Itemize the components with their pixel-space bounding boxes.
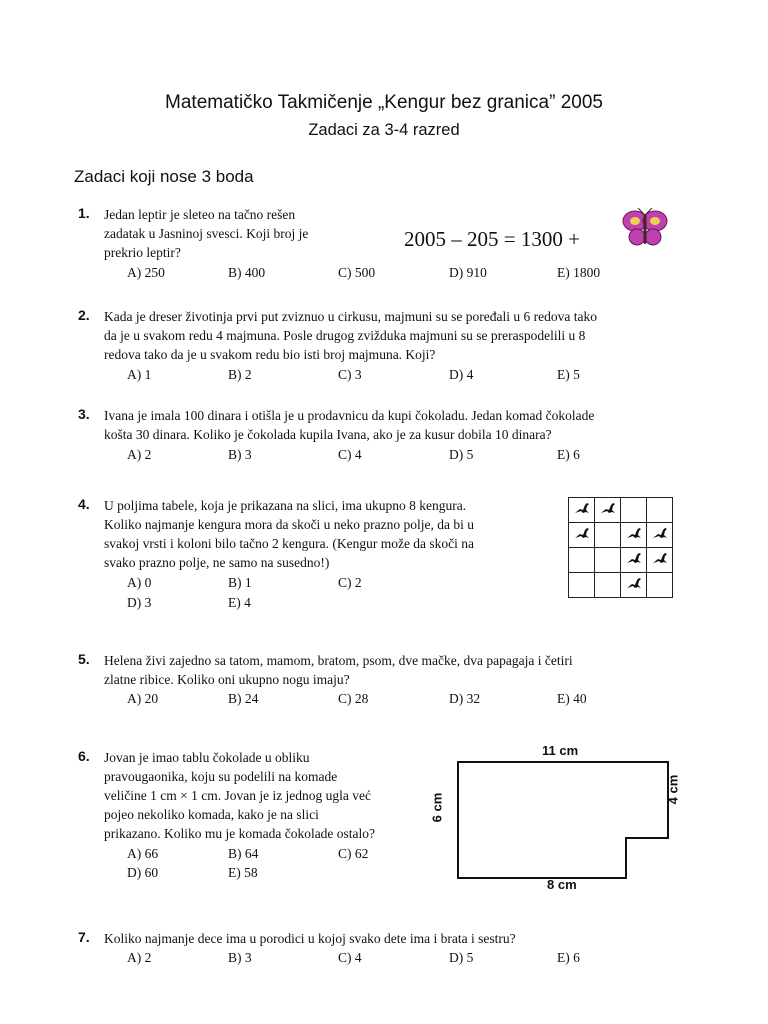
- kangaroo-icon: [626, 578, 642, 593]
- text-line: da je u svakom redu 4 majmuna. Posle drugog zvižduka majmuni su se preraspodelili u 8: [104, 328, 586, 343]
- kangaroo-icon: [600, 503, 616, 518]
- section-title: Zadaci koji nose 3 boda: [74, 167, 254, 186]
- text-line: U poljima tabele, koja je prikazana na slici, ima ukupno 8 kengura.: [104, 498, 467, 513]
- answer-option: B) 3: [228, 950, 252, 965]
- text-line: svakoj vrsti i koloni bilo tačno 2 kengura. (Kengur može da skoči na: [104, 536, 475, 551]
- text-line: zadatak u Jasninoj svesci. Koji broj je: [104, 226, 309, 241]
- problem-number: 4.: [78, 496, 90, 512]
- grid-row: [569, 548, 673, 573]
- problem-text: [104, 496, 547, 572]
- text-line: svako prazno polje, ne samo na susedno!): [104, 555, 330, 570]
- answer-option: C) 500: [338, 265, 376, 280]
- answer-option: D) 3: [127, 595, 152, 610]
- problem-text: [104, 307, 676, 364]
- grid-cell-kangaroo: [569, 498, 595, 523]
- answer-option: B) 1: [228, 575, 252, 590]
- grid-cell-kangaroo: [621, 573, 647, 598]
- answer-option: E) 40: [557, 691, 587, 706]
- grid-row: [569, 523, 673, 548]
- grid-cell-kangaroo: [647, 523, 673, 548]
- page-subtitle: Zadaci za 3-4 razred: [308, 121, 460, 139]
- text-line: Ivana je imala 100 dinara i otišla je u prodavnicu da kupi čokoladu. Jedan komad čokolade: [104, 408, 595, 423]
- answer-option: B) 24: [228, 691, 259, 706]
- answer-option: C) 3: [338, 367, 362, 382]
- grid-cell-kangaroo: [647, 548, 673, 573]
- text-line: veličine 1 cm × 1 cm. Jovan je iz jednog ugla već: [104, 788, 372, 803]
- problem-number: 6.: [78, 748, 90, 764]
- answer-option: E) 5: [557, 367, 580, 382]
- text-line: Koliko najmanje kengura mora da skoči u neko prazno polje, da bi u: [104, 517, 475, 532]
- grid-cell-empty: [569, 573, 595, 598]
- text-line: pravougaonika, koju su podelili na komade: [104, 769, 338, 784]
- figure-label-top: 11 cm: [542, 743, 579, 758]
- grid-cell-empty: [647, 498, 673, 523]
- problem-text: [104, 651, 676, 689]
- answer-option: E) 1800: [557, 265, 601, 280]
- answer-option: A) 2: [127, 950, 152, 965]
- text-line: prikazano. Koliko mu je komada čokolade ostalo?: [104, 826, 376, 841]
- text-line: redova tako da je u svakom redu bio isti broj majmuna. Koji?: [104, 347, 436, 362]
- answer-option: E) 4: [228, 595, 251, 610]
- kangaroo-icon: [652, 553, 668, 568]
- kangaroo-grid: [568, 497, 673, 598]
- answer-option: B) 400: [228, 265, 266, 280]
- grid-cell-kangaroo: [569, 523, 595, 548]
- problem-number: 5.: [78, 651, 90, 667]
- grid-cell-empty: [621, 498, 647, 523]
- answer-option: A) 250: [127, 265, 165, 280]
- grid-cell-empty: [595, 548, 621, 573]
- answer-option: A) 20: [127, 691, 159, 706]
- grid-cell-empty: [595, 573, 621, 598]
- answer-option: B) 3: [228, 447, 252, 462]
- grid-cell-empty: [569, 548, 595, 573]
- answer-option: C) 4: [338, 447, 362, 462]
- grid-cell-kangaroo: [621, 548, 647, 573]
- answer-option: D) 5: [449, 447, 474, 462]
- problem-number: 1.: [78, 205, 90, 221]
- figure-label-bottom: 8 cm: [547, 877, 577, 892]
- grid-row: [569, 498, 673, 523]
- figure-label-right: 4 cm: [665, 774, 681, 805]
- problem-text: [104, 406, 676, 444]
- problem-text: [104, 929, 676, 948]
- grid-cell-kangaroo: [595, 498, 621, 523]
- text-line: Helena živi zajedno sa tatom, mamom, bratom, psom, dve mačke, dva papagaja i četiri: [104, 653, 573, 668]
- answer-option: E) 6: [557, 447, 580, 462]
- answer-option: B) 2: [228, 367, 252, 382]
- text-line: pojeo nekoliko komada, kako je na slici: [104, 807, 319, 822]
- problem-text: [104, 748, 415, 843]
- grid-row: [569, 573, 673, 598]
- answer-option: D) 32: [449, 691, 481, 706]
- grid-cell-empty: [647, 573, 673, 598]
- answer-option: E) 6: [557, 950, 580, 965]
- answer-option: D) 910: [449, 265, 487, 280]
- equation: 2005 – 205 = 1300 +: [404, 227, 580, 251]
- chocolate-figure: [456, 760, 672, 880]
- answer-option: C) 28: [338, 691, 369, 706]
- grid-cell-empty: [595, 523, 621, 548]
- figure-label-left: 6 cm: [429, 792, 445, 823]
- kangaroo-icon: [626, 528, 642, 543]
- answer-option: A) 0: [127, 575, 152, 590]
- problem-number: 2.: [78, 307, 90, 323]
- text-line: zlatne ribice. Koliko oni ukupno nogu imaju?: [104, 672, 350, 687]
- page-title: Matematičko Takmičenje „Kengur bez granica” 2005: [165, 92, 603, 113]
- kangaroo-icon: [574, 528, 590, 543]
- text-line: Koliko najmanje dece ima u porodici u kojoj svako dete ima i brata i sestru?: [104, 931, 516, 946]
- answer-option: A) 66: [127, 846, 159, 861]
- kangaroo-icon: [574, 503, 590, 518]
- answer-option: A) 1: [127, 367, 152, 382]
- answer-option: C) 62: [338, 846, 369, 861]
- answer-option: D) 60: [127, 865, 159, 880]
- text-line: košta 30 dinara. Koliko je čokolada kupila Ivana, ako je za kusur dobila 10 dinara?: [104, 427, 552, 442]
- problem-number: 3.: [78, 406, 90, 422]
- answer-option: C) 2: [338, 575, 362, 590]
- grid-cell-kangaroo: [621, 523, 647, 548]
- problem-number: 7.: [78, 929, 90, 945]
- kangaroo-icon: [652, 528, 668, 543]
- text-line: prekrio leptir?: [104, 245, 181, 260]
- problem-text: [104, 205, 364, 262]
- answer-option: E) 58: [228, 865, 258, 880]
- butterfly-icon: [622, 208, 668, 248]
- text-line: Jovan je imao tablu čokolade u obliku: [104, 750, 310, 765]
- answer-option: B) 64: [228, 846, 259, 861]
- answer-option: D) 4: [449, 367, 474, 382]
- answer-option: C) 4: [338, 950, 362, 965]
- text-line: Jedan leptir je sleteo na tačno rešen: [104, 207, 296, 222]
- kangaroo-icon: [626, 553, 642, 568]
- answer-option: D) 5: [449, 950, 474, 965]
- text-line: Kada je dreser životinja prvi put zviznuo u cirkusu, majmuni su se poređali u 6 redova tako: [104, 309, 597, 324]
- answer-option: A) 2: [127, 447, 152, 462]
